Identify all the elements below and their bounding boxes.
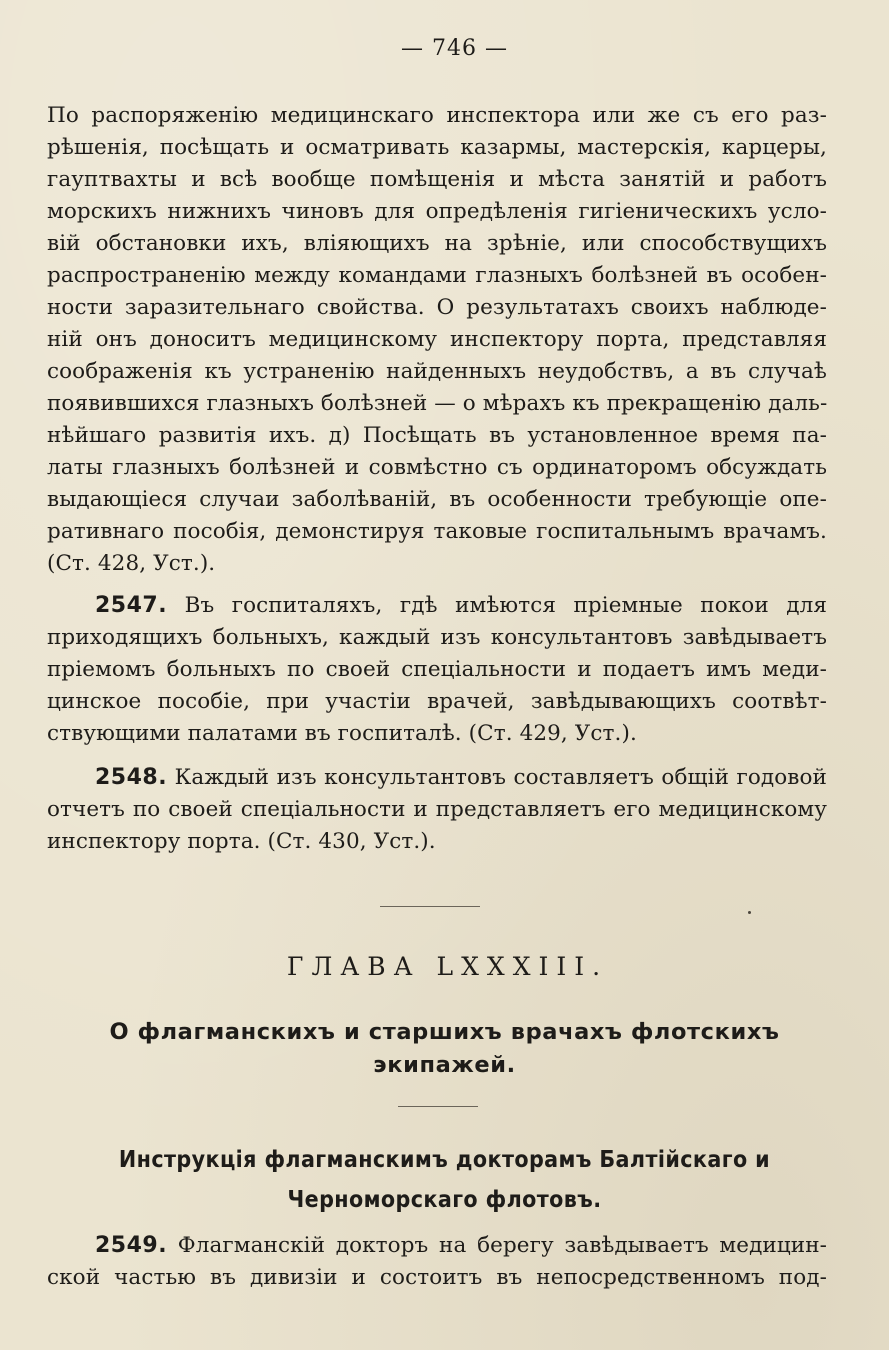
article-2547 <box>47 590 827 750</box>
text-line: По распоряженію медицинскаго инспектора или же съ его раз- <box>47 103 827 128</box>
page-number: — 746 — <box>401 36 508 61</box>
section-divider <box>398 1106 478 1107</box>
section-divider <box>380 906 480 907</box>
article-body <box>47 1262 827 1294</box>
text-line: ствующими палатами въ госпиталѣ. (Ст. 429, Уст.). <box>47 721 637 746</box>
article-number: 2548. <box>95 765 168 790</box>
text-line: вій обстановки ихъ, вліяющихъ на зрѣніе, или способствущихъ <box>47 231 827 256</box>
text-line: рѣшенія, посѣщать и осматривать казармы, мастерскія, карцеры, <box>47 135 827 160</box>
print-speck <box>748 911 751 914</box>
text-line: латы глазныхъ болѣзней и совмѣстно съ ординаторомъ обсуждать <box>47 455 827 480</box>
chapter-title: ГЛАВА LXXXIII. <box>286 952 609 981</box>
text-line: распространенію между командами глазныхъ болѣзней въ особен- <box>47 263 827 288</box>
text-line: цинское пособіе, при участіи врачей, завѣдывающихъ соотвѣт- <box>47 689 827 714</box>
article-2549 <box>47 1230 827 1294</box>
text-line: пріемомъ больныхъ по своей спеціальности и подаетъ имъ меди- <box>47 657 827 682</box>
text-line: нѣйшаго развитія ихъ. д) Посѣщать въ установленное время па- <box>47 423 827 448</box>
text-line: выдающіеся случаи заболѣваній, въ особенности требующіе опе- <box>47 487 827 512</box>
text-line: (Ст. 428, Уст.). <box>47 551 216 576</box>
article-first-line <box>47 1230 827 1262</box>
text-line: приходящихъ больныхъ, каждый изъ консультантовъ завѣдываетъ <box>47 625 827 650</box>
article-2548 <box>47 762 827 858</box>
article-body <box>47 622 827 750</box>
chapter-subtitle-line1: О флагманскихъ и старшихъ врачахъ флотскихъ <box>109 1019 780 1045</box>
article-number: 2547. <box>95 593 168 618</box>
article-number: 2549. <box>95 1233 168 1258</box>
text-line: ности заразительнаго свойства. О результатахъ своихъ наблюде- <box>47 295 827 320</box>
article-first-line <box>47 762 827 794</box>
article-first-line <box>47 590 827 622</box>
article-text: Флагманскій докторъ на берегу завѣдываетъ медицин- <box>177 1233 827 1258</box>
article-text: Въ госпиталяхъ, гдѣ имѣются пріемные покои для <box>184 593 827 618</box>
text-line: ній онъ доноситъ медицинскому инспектору порта, представляя <box>47 327 827 352</box>
article-text: Каждый изъ консультантовъ составляетъ общій годовой <box>174 765 827 790</box>
section-heading-line2: Черноморскаго флотовъ. <box>287 1187 602 1213</box>
text-line: гауптвахты и всѣ вообще помѣщенія и мѣста занятій и работъ <box>47 167 827 192</box>
text-line: морскихъ нижнихъ чиновъ для опредѣленія гигіеническихъ усло- <box>47 199 827 224</box>
text-line: ской частью въ дивизіи и состоитъ въ непосредственномъ под- <box>47 1265 827 1290</box>
text-line: появившихся глазныхъ болѣзней — о мѣрахъ къ прекращенію даль- <box>47 391 827 416</box>
paragraph-continued <box>47 100 827 580</box>
text-line: отчетъ по своей спеціальности и представляетъ его медицинскому <box>47 797 827 822</box>
article-body <box>47 794 827 858</box>
chapter-subtitle-line2: экипажей. <box>373 1052 516 1078</box>
text-line: инспектору порта. (Ст. 430, Уст.). <box>47 829 436 854</box>
section-heading-line1: Инструкція флагманскимъ докторамъ Балтійскаго и <box>118 1147 771 1173</box>
text-line: соображенія къ устраненію найденныхъ неудобствъ, а въ случаѣ <box>47 359 827 384</box>
text-line: ративнаго пособія, демонстируя таковые госпитальнымъ врачамъ. <box>47 519 827 544</box>
